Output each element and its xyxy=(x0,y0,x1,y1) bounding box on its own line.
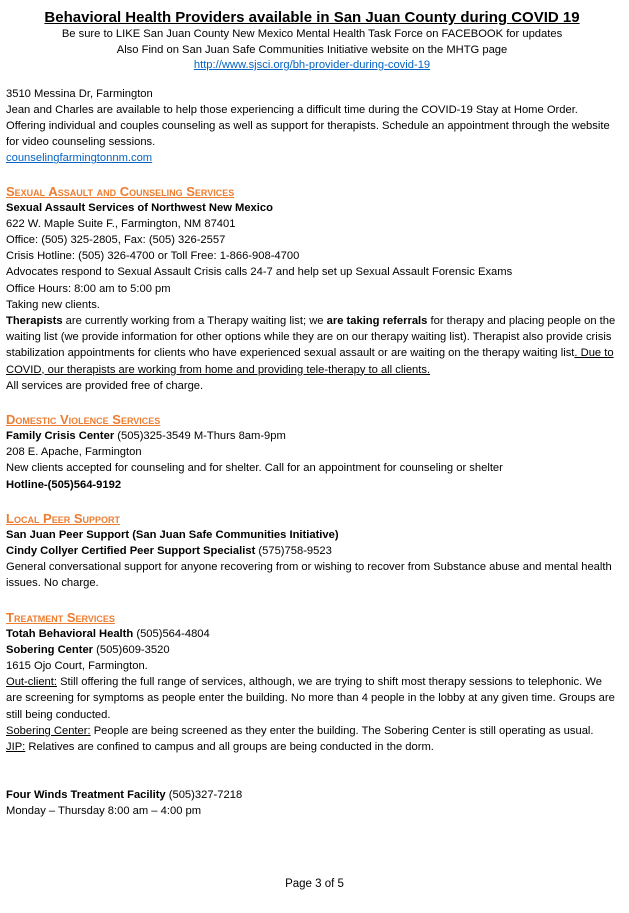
org1-line: Totah Behavioral Health (505)564-4804 xyxy=(6,627,210,640)
taking-clients: Taking new clients. xyxy=(6,298,100,311)
intro-address: 3510 Messina Dr, Farmington xyxy=(6,87,153,100)
section-treatment xyxy=(6,609,618,756)
domestic-text: New clients accepted for counseling and for shelter. Call for an appointment for counseling or shelter xyxy=(6,462,503,475)
hours: Monday – Thursday 8:00 am – 4:00 pm xyxy=(6,805,202,818)
section-sexual-assault xyxy=(6,183,618,394)
peer-text: General conversational support for anyone recovering from or wishing to recover from Substance abuse and mental health issues. No charge. xyxy=(6,561,612,590)
section-heading: Domestic Violence Services xyxy=(6,411,161,427)
section-peer-support xyxy=(6,510,618,592)
intro-link[interactable]: counselingfarmingtonnm.com xyxy=(6,152,153,165)
org-name: Sexual Assault Services of Northwest New Mexico xyxy=(6,201,273,214)
person-line: Cindy Collyer Certified Peer Support Specialist (575)758-9523 xyxy=(6,544,332,557)
website-link[interactable]: http://www.sjsci.org/bh-provider-during-covid-19 xyxy=(193,59,431,71)
address: 1615 Ojo Court, Farmington. xyxy=(6,659,148,672)
therapists-paragraph: Therapists are currently working from a Therapy waiting list; we are taking referrals for therapy and placing people on the waiting list (we provide information for other options while they are on our therapy waiting list). Therapist also provide crisis stabilization appointments for clients who have experienced sexual assault or are waiting on the therapy waiting list. Due to COVID, our therapists are working from home and providing tele-therapy to all clients. xyxy=(6,314,616,376)
free-note: All services are provided free of charge. xyxy=(6,379,204,392)
section-heading: Sexual Assault and Counseling Services xyxy=(6,183,235,199)
four-winds xyxy=(6,787,618,819)
header xyxy=(6,8,618,74)
section-heading: Local Peer Support xyxy=(6,510,121,526)
office-phone: Office: (505) 325-2805, Fax: (505) 326-2557 xyxy=(6,233,226,246)
out-client-note: Out-client: Still offering the full range of services, although, we are trying to shift most therapy sessions to telephonic. We are screening for symptoms as people enter the building. No more than 4 people in the lobby at any given time. Groups are still being conducted. xyxy=(6,676,615,721)
org-name: San Juan Peer Support (San Juan Safe Communities Initiative) xyxy=(6,528,339,541)
advocates-note: Advocates respond to Sexual Assault Crisis calls 24-7 and help set up Sexual Assault Forensic Exams xyxy=(6,266,513,279)
section-heading: Treatment Services xyxy=(6,609,115,625)
crisis-hotline: Crisis Hotline: (505) 326-4700 or Toll Free: 1-866-908-4700 xyxy=(6,250,300,263)
facebook-note: Be sure to LIKE San Juan County New Mexico Mental Health Task Force on FACEBOOK for updates xyxy=(61,28,563,40)
intro-text: Jean and Charles are available to help those experiencing a difficult time during the COVID-19 Stay at Home Order. Offering individual and couples counseling as well as support for therapists. Schedule an appointment through the website for video counseling sessions. xyxy=(6,103,610,149)
jip-note: JIP: Relatives are confined to campus and all groups are being conducted in the dorm. xyxy=(6,741,434,753)
org2-line: Sobering Center (505)609-3520 xyxy=(6,643,170,656)
document-page xyxy=(6,8,618,820)
page-title: Behavioral Health Providers available in San Juan County during COVID 19 xyxy=(44,9,580,26)
sobering-note: Sobering Center: People are being screened as they enter the building. The Sobering Center is still operating as usual. xyxy=(6,724,594,737)
hotline: Hotline-(505)564-9192 xyxy=(6,478,122,491)
website-note: Also Find on San Juan Safe Communities Initiative website on the MHTG page xyxy=(116,43,508,56)
intro-provider xyxy=(6,86,618,167)
address: 208 E. Apache, Farmington xyxy=(6,446,142,459)
org-line: Four Winds Treatment Facility (505)327-7218 xyxy=(6,789,243,802)
page-number: Page 3 of 5 xyxy=(285,878,344,890)
office-hours: Office Hours: 8:00 am to 5:00 pm xyxy=(6,282,171,295)
address: 622 W. Maple Suite F., Farmington, NM 87401 xyxy=(6,217,236,230)
section-domestic-violence xyxy=(6,411,618,493)
org-line: Family Crisis Center (505)325-3549 M-Thurs 8am-9pm xyxy=(6,429,286,442)
